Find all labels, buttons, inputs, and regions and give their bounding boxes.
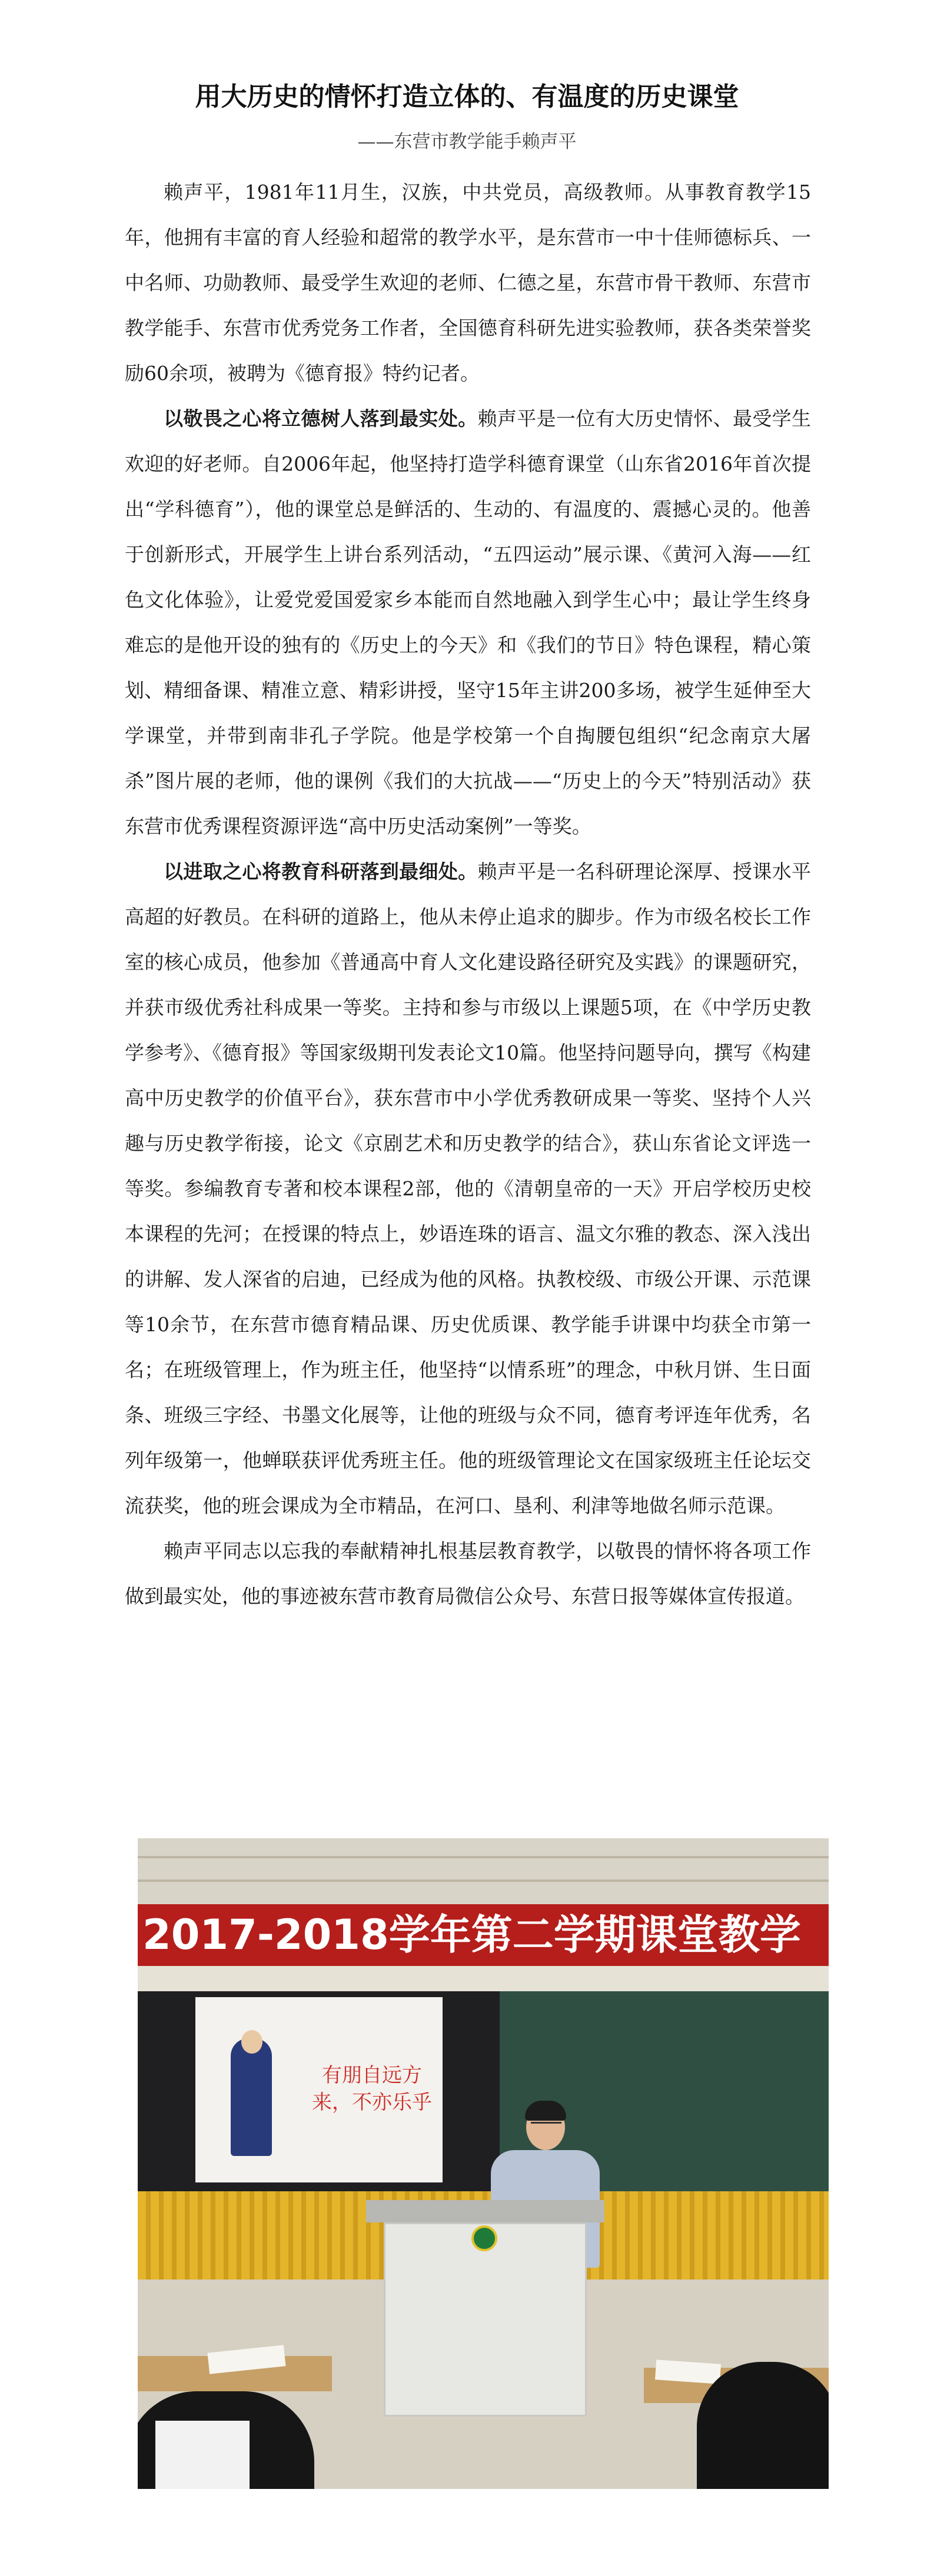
paragraph-intro xyxy=(125,169,811,396)
photo-ceiling-line xyxy=(138,1879,829,1882)
slide-figure-face xyxy=(241,2030,262,2054)
photo-ceiling xyxy=(138,1838,829,1904)
article-subtitle: ——东营市教学能手赖声平 xyxy=(357,131,577,152)
photo-banner: 2017-2018学年第二学期课堂教学 xyxy=(138,1904,829,1966)
photo-teacher-glasses xyxy=(531,2122,561,2131)
photo-projector-screen xyxy=(195,1997,443,2182)
photo-ceiling-line xyxy=(138,1856,829,1858)
classroom-photo xyxy=(138,1838,829,2489)
paragraph-text: 赖声平是一名科研理论深厚、授课水平高超的好教员。在科研的道路上，他从未停止追求的脚步。作为市级名校长工作室的核心成员，他参加《普通高中育人文化建设路径研究及实践》的课题研究，并获市级优秀社科成果一等奖。主持和参与市级以上课题5项，在《中学历史教学参考》、《德育报》等国家级期刊发表论文10篇。他坚持问题导向，撰写《构建高中历史教学的价值平台》，获东营市中小学优秀教研成果一等奖、坚持个人兴趣与历史教学衔接，论文《京剧艺术和历史教学的结合》，获山东省论文评选一等奖。参编教育专著和校本课程2部，他的《清朝皇帝的一天》开启学校历史校本课程的先河；在授课的特点上，妙语连珠的语言、温文尔雅的教态、深入浅出的讲解、发人深省的启迪，已经成为他的风格。执教校级、市级公开课、示范课等10余节，在东营市德育精品课、历史优质课、教学能手讲课中均获全市第一名；在班级管理上，作为班主任，他坚持“以情系班”的理念，中秋月饼、生日面条、班级三字经、书墨文化展等，让他的班级与众不同，德育考评连年优秀，名列年级第一，他蝉联获评优秀班主任。他的班级管理论文在国家级班主任论坛交流获奖，他的班会课成为全市精品，在河口、垦利、利津等地做名师示范课。 xyxy=(125,860,811,1517)
paragraph-lead: 以敬畏之心将立德树人落到最实处。 xyxy=(164,407,478,430)
paragraph-text: 赖声平，1981年11月生，汉族，中共党员，高级教师。从事教育教学15年，他拥有丰富的育人经验和超常的教学水平，是东营市一中十佳师德标兵、一中名师、功勋教师、最受学生欢迎的老师、仁德之星，东营市骨干教师、东营市教学能手、东营市优秀党务工作者，全国德育科研先进实验教师，获各类荣誉奖励60余项，被聘为《德育报》特约记者。 xyxy=(125,181,811,385)
photo-student-collar xyxy=(155,2421,250,2489)
article-title: 用大历史的情怀打造立体的、有温度的历史课堂 xyxy=(195,82,739,112)
photo-student xyxy=(697,2362,829,2489)
photo-teacher-hair xyxy=(525,2101,566,2121)
paragraph-moral-education xyxy=(125,396,811,849)
paragraph-lead: 以进取之心将教育科研落到最细处。 xyxy=(164,860,478,883)
slide-figure xyxy=(231,2038,272,2156)
photo-podium-top xyxy=(366,2200,604,2222)
paragraph-text: 赖声平同志以忘我的奉献精神扎根基层教育教学，以敬畏的情怀将各项工作做到最实处，他的事迹被东营市教育局微信公众号、东营日报等媒体宣传报道。 xyxy=(125,1539,811,1608)
paragraph-research xyxy=(125,849,811,1528)
photo-podium xyxy=(384,2222,587,2417)
slide-quote: 有朋自远方来，不亦乐乎 xyxy=(312,2064,432,2114)
paragraph-conclusion xyxy=(125,1528,811,1619)
paragraph-text: 赖声平是一位有大历史情怀、最受学生欢迎的好老师。自2006年起，他坚持打造学科德育课堂（山东省2016年首次提出“学科德育”），他的课堂总是鲜活的、生动的、有温度的、震撼心灵的。他善于创新形式，开展学生上讲台系列活动，“五四运动”展示课、《黄河入海——红色文化体验》，让爱党爱国爱家乡本能而自然地融入到学生心中；最让学生终身难忘的是他开设的独有的《历史上的今天》和《我们的节日》特色课程，精心策划、精细备课、精准立意、精彩讲授，坚守15年主讲200多场，被学生延伸至大学课堂，并带到南非孔子学院。他是学校第一个自掏腰包组织“纪念南京大屠杀”图片展的老师，他的课例《我们的大抗战——“历史上的今天”特别活动》获东营市优秀课程资源评选“高中历史活动案例”一等奖。 xyxy=(125,407,811,838)
article-body xyxy=(125,169,811,1619)
photo-school-logo xyxy=(471,2225,497,2251)
